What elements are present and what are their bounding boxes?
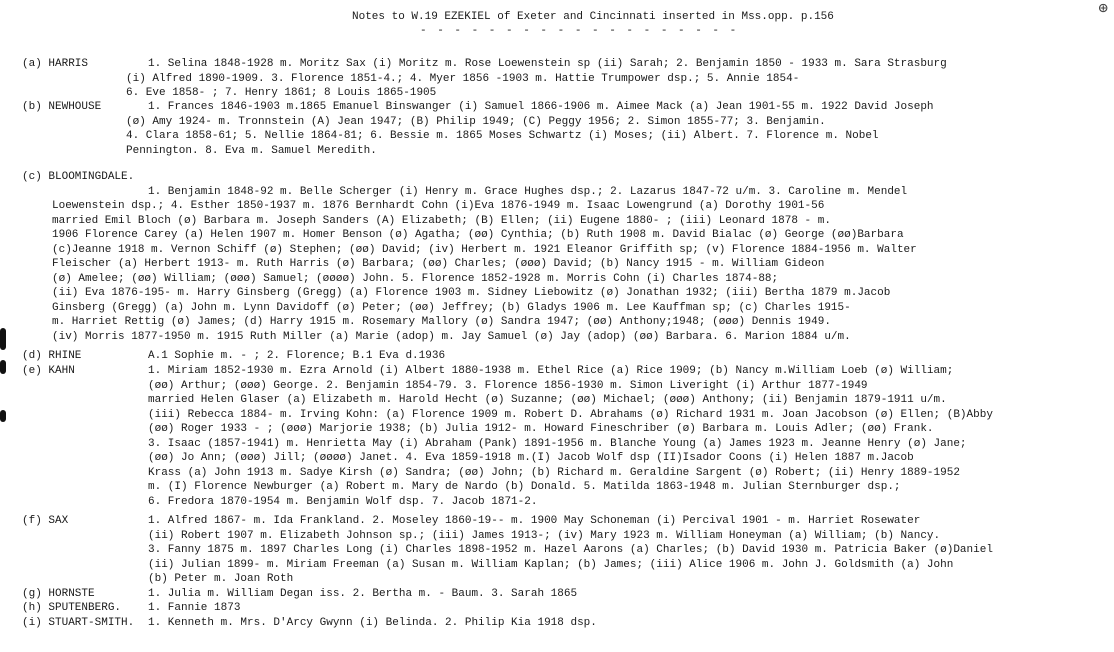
text-line: A.1 Sophie m. - ; 2. Florence; B.1 Eva d.1936: [148, 350, 446, 362]
title-underline: - - - - - - - - - - - - - - - - - - -: [420, 25, 739, 37]
text-line: (øø) Jo Ann; (øøø) Jill; (øøøø) Janet. 4. Eva 1859-1918 m.(I) Jacob Wolf dsp (II)Isador Coons (i) Helen 1887 m.Jacob: [148, 452, 914, 464]
section-body: [126, 100, 1114, 158]
text-line: married Emil Bloch (ø) Barbara m. Joseph Sanders (A) Elizabeth; (B) Ellen; (ii) Eugene 1880- ; (iii) Leonard 1878 - m.: [52, 214, 831, 227]
text-line: 1. Fannie 1873: [148, 602, 241, 614]
text-line: Ginsberg (Gregg) (a) John m. Lynn Davidoff (ø) Peter; (øø) Jeffrey; (b) Gladys 1906 m. Lee Kauffman sp; (c) Charles 1915-: [52, 301, 851, 314]
text-line: 1906 Florence Carey (a) Helen 1907 m. Homer Benson (ø) Agatha; (øø) Cynthia; (b) Ruth 1908 m. David Bialac (ø) George (øø)Barbara: [52, 229, 904, 241]
section-label: (d) RHINE: [22, 350, 82, 362]
text-line: 1. Alfred 1867- m. Ida Frankland. 2. Moseley 1860-19-- m. 1900 May Schoneman (i) Percival 1901 - m. Harriet Rosewater: [148, 515, 921, 527]
text-line: 1. Miriam 1852-1930 m. Ezra Arnold (i) Albert 1880-1938 m. Ethel Rice (a) Rice 1909; (b) Nancy m.William Loeb (ø) William;: [148, 365, 954, 377]
section-label: (a) HARRIS: [22, 58, 89, 70]
text-line: (iii) Rebecca 1884- m. Irving Kohn: (a) Florence 1909 m. Robert D. Abrahams (ø) Richard 1931 m. Joan Jacobson (ø) Ellen; (B)Abby: [148, 408, 993, 421]
page-title: Notes to W.19 EZEKIEL of Exeter and Cincinnati inserted in Mss.opp. p.156: [352, 11, 834, 23]
text-line: Pennington. 8. Eva m. Samuel Meredith.: [126, 144, 377, 157]
corner-mark-icon: ⊕: [1098, 0, 1108, 18]
text-line: (ii) Robert 1907 m. Elizabeth Johnson sp.; (iii) James 1913-; (iv) Mary 1923 m. William Honeyman (a) William; (b) Nancy.: [148, 529, 941, 542]
text-line: m. (I) Florence Newburger (a) Robert m. Mary de Nardo (b) Donald. 5. Matilda 1863-1948 m. Julian Sternburger dsp.;: [148, 481, 901, 493]
section-label: (i) STUART-SMITH.: [22, 617, 135, 629]
text-line: m. Harriet Rettig (ø) James; (d) Harry 1915 m. Rosemary Mallory (ø) Sandra 1947; (øø) Anthony;1948; (øøø) Dennis 1949.: [52, 316, 831, 328]
text-line: 4. Clara 1858-61; 5. Nellie 1864-81; 6. Bessie m. 1865 Moses Schwartz (i) Moses; (ii) Albert. 7. Florence m. Nobel: [126, 130, 879, 142]
text-line: 1. Julia m. William Degan iss. 2. Bertha m. - Baum. 3. Sarah 1865: [148, 588, 578, 600]
section-label: (c) BLOOMINGDALE.: [22, 171, 135, 183]
text-line: (ii) Julian 1899- m. Miriam Freeman (a) Susan m. William Kaplan; (b) James; (iii) Alice 1906 m. John J. Goldsmith (a) John: [148, 558, 954, 571]
scan-edge-mark: [0, 328, 6, 350]
text-line: (ø) Amelee; (øø) William; (øøø) Samuel; (øøøø) John. 5. Florence 1852-1928 m. Morris Cohn (i) Charles 1874-88;: [52, 272, 779, 285]
text-line: Fleischer (a) Herbert 1913- m. Ruth Harris (ø) Barbara; (øø) Charles; (øøø) David; (b) Nancy 1915 - m. William Gideon: [52, 258, 825, 270]
text-line: (øø) Arthur; (øøø) George. 2. Benjamin 1854-79. 3. Florence 1856-1930 m. Simon Liveright (i) Arthur 1877-1949: [148, 379, 868, 392]
section-label: (f) SAX: [22, 515, 69, 527]
text-line: (ii) Eva 1876-195- m. Harry Ginsberg (Gregg) (a) Florence 1903 m. Sidney Liebowitz (ø) Jonathan 1932; (iii) Bertha 1879 m.Jacob: [52, 287, 891, 299]
text-line: (b) Peter m. Joan Roth: [148, 573, 294, 585]
section-body: [126, 57, 1114, 101]
text-line: 1. Kenneth m. Mrs. D'Arcy Gwynn (i) Belinda. 2. Philip Kia 1918 dsp.: [148, 617, 597, 629]
text-line: 3. Isaac (1857-1941) m. Henrietta May (i) Abraham (Pank) 1891-1956 m. Blanche Young (a) James 1923 m. Jeanne Henry (ø) Jane;: [148, 437, 967, 450]
text-line: Loewenstein dsp.; 4. Esther 1850-1937 m. 1876 Bernhardt Cohn (i)Eva 1876-1949 m. Isaac Lowengrund (a) Dorothy 1901-56: [52, 200, 825, 212]
text-line: (i) Alfred 1890-1909. 3. Florence 1851-4.; 4. Myer 1856 -1903 m. Hattie Trumpower dsp.; 5. Annie 1854-: [126, 72, 800, 85]
scan-edge-mark: [0, 360, 6, 374]
text-line: (iv) Morris 1877-1950 m. 1915 Ruth Miller (a) Marie (adop) m. Jay Samuel (ø) Jay (adop) (øø) Barbara. 6. Marion 1884 u/m.: [52, 330, 851, 343]
section-body: [126, 587, 1114, 602]
text-line: 6. Fredora 1870-1954 m. Benjamin Wolf dsp. 7. Jacob 1871-2.: [148, 495, 538, 508]
text-line: (c)Jeanne 1918 m. Vernon Schiff (ø) Stephen; (øø) David; (iv) Herbert m. 1921 Eleanor Griffith sp; (v) Florence 1884-1956 m. Walter: [52, 243, 917, 256]
text-line: 6. Eve 1858- ; 7. Henry 1861; 8 Louis 1865-1905: [126, 87, 437, 99]
section-body: [126, 349, 1114, 364]
section-body: [126, 364, 1114, 509]
text-line: 3. Fanny 1875 m. 1897 Charles Long (i) Charles 1898-1952 m. Hazel Aarons (a) Charles; (b) David 1930 m. Patricia Baker (ø)Daniel: [148, 544, 993, 556]
section-label: (e) KAHN: [22, 365, 75, 377]
text-line: 1. Selina 1848-1928 m. Moritz Sax (i) Moritz m. Rose Loewenstein sp (ii) Sarah; 2. Benjamin 1850 - 1933 m. Sara Strasburg: [148, 58, 947, 70]
section-label: (h) SPUTENBERG.: [22, 602, 122, 614]
scan-edge-mark: [0, 410, 6, 422]
section-body: [126, 514, 1114, 587]
section-label: (g) HORNSTE: [22, 588, 95, 600]
text-line: (ø) Amy 1924- m. Tronnstein (A) Jean 1947; (B) Philip 1949; (C) Peggy 1956; 2. Simon 1855-77; 3. Benjamin.: [126, 115, 826, 128]
section-label: (b) NEWHOUSE: [22, 101, 102, 113]
text-line: 1. Benjamin 1848-92 m. Belle Scherger (i) Henry m. Grace Hughes dsp.; 2. Lazarus 1847-72 u/m. 3. Caroline m. Mendel: [148, 185, 908, 198]
text-line: Krass (a) John 1913 m. Sadye Kirsh (ø) Sandra; (øø) John; (b) Richard m. Geraldine Sargent (ø) Robert; (ii) Henry 1889-1952: [148, 466, 960, 479]
text-line: [126, 170, 1114, 185]
text-line: 1. Frances 1846-1903 m.1865 Emanuel Binswanger (i) Samuel 1866-1906 m. Aimee Mack (a) Jean 1901-55 m. 1922 David Joseph: [148, 101, 934, 113]
section-body: [126, 601, 1114, 616]
text-line: (øø) Roger 1933 - ; (øøø) Marjorie 1938; (b) Julia 1912- m. Howard Fineschriber (ø) Barbara m. Louis Adler; (øø) Frank.: [148, 423, 934, 435]
section-body: [126, 616, 1114, 631]
text-line: married Helen Glaser (a) Elizabeth m. Harold Hecht (ø) Suzanne; (øø) Michael; (øøø) Anthony; (ii) Benjamin 1879-1911 u/m.: [148, 394, 947, 406]
